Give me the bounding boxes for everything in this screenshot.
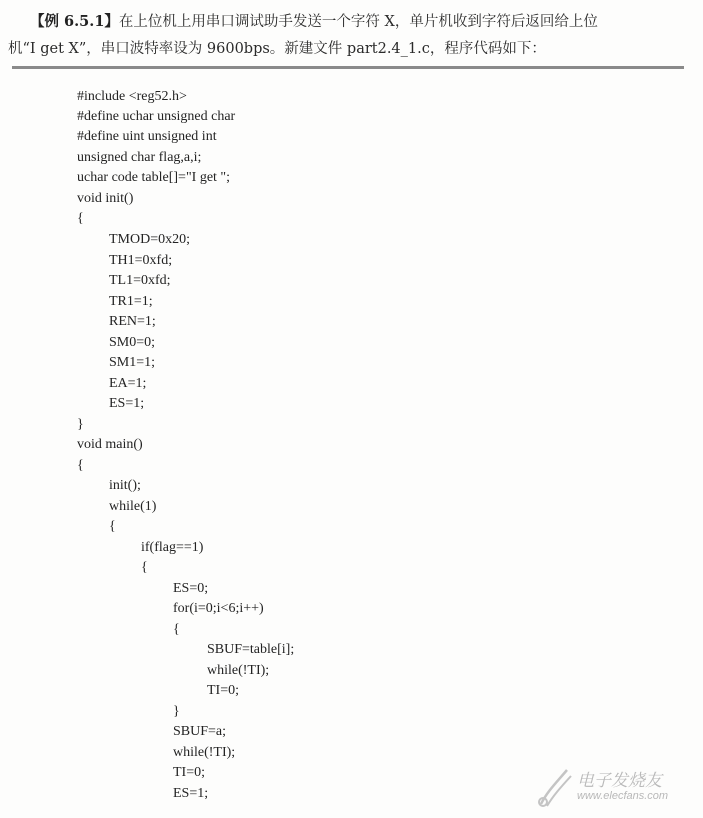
code-line: }: [173, 704, 180, 719]
code-line: TH1=0xfd;: [109, 253, 173, 268]
code-line: for(i=0;i<6;i++): [173, 601, 264, 616]
code-line: #include <reg52.h>: [77, 89, 187, 104]
code-line: ES=0;: [173, 581, 209, 596]
code-line: unsigned char flag,a,i;: [77, 150, 202, 165]
code-line: TI=0;: [173, 765, 205, 780]
code-line: uchar code table[]="I get ";: [77, 170, 231, 185]
code-line: ES=1;: [173, 786, 209, 801]
code-line: ES=1;: [109, 396, 145, 411]
intro-line-1-text: 在上位机上用串口调试助手发送一个字符 X，单片机收到字符后返回给上位: [118, 14, 598, 30]
code-line: {: [77, 211, 84, 226]
example-label: 【例 6.5.1】: [30, 13, 119, 30]
code-line: TR1=1;: [109, 294, 153, 309]
code-line: TL1=0xfd;: [109, 273, 171, 288]
intro-line-2: 机“I get X”，串口波特率设为 9600bps。新建文件 part2.4_1.c，程序代码如下：: [8, 41, 546, 57]
section-divider: [12, 66, 684, 69]
code-line: EA=1;: [109, 376, 147, 391]
code-line: void main(): [77, 437, 143, 452]
code-line: while(!TI);: [207, 663, 270, 678]
code-line: {: [77, 458, 84, 473]
watermark-name: 电子发烧友: [577, 771, 662, 791]
code-line: {: [173, 622, 180, 637]
code-line: init();: [109, 478, 141, 493]
code-line: TI=0;: [207, 683, 239, 698]
code-line: SBUF=table[i];: [207, 642, 295, 657]
watermark-url: www.elecfans.com: [577, 790, 669, 802]
watermark: [533, 764, 693, 810]
code-line: {: [141, 560, 148, 575]
code-line: if(flag==1): [141, 540, 204, 555]
code-line: }: [77, 417, 84, 432]
watermark-logo-icon: [533, 764, 577, 810]
code-line: while(!TI);: [173, 745, 236, 760]
code-line: SM1=1;: [109, 355, 156, 370]
code-line: #define uchar unsigned char: [77, 109, 236, 124]
code-line: while(1): [109, 499, 157, 514]
intro-line-1: [8, 8, 694, 36]
code-line: void init(): [77, 191, 134, 206]
code-line: TMOD=0x20;: [109, 232, 191, 247]
code-line: SM0=0;: [109, 335, 156, 350]
intro-paragraph: [8, 8, 694, 63]
code-line: REN=1;: [109, 314, 156, 329]
code-line: #define uint unsigned int: [77, 129, 217, 144]
code-line: {: [109, 519, 116, 534]
code-line: SBUF=a;: [173, 724, 227, 739]
